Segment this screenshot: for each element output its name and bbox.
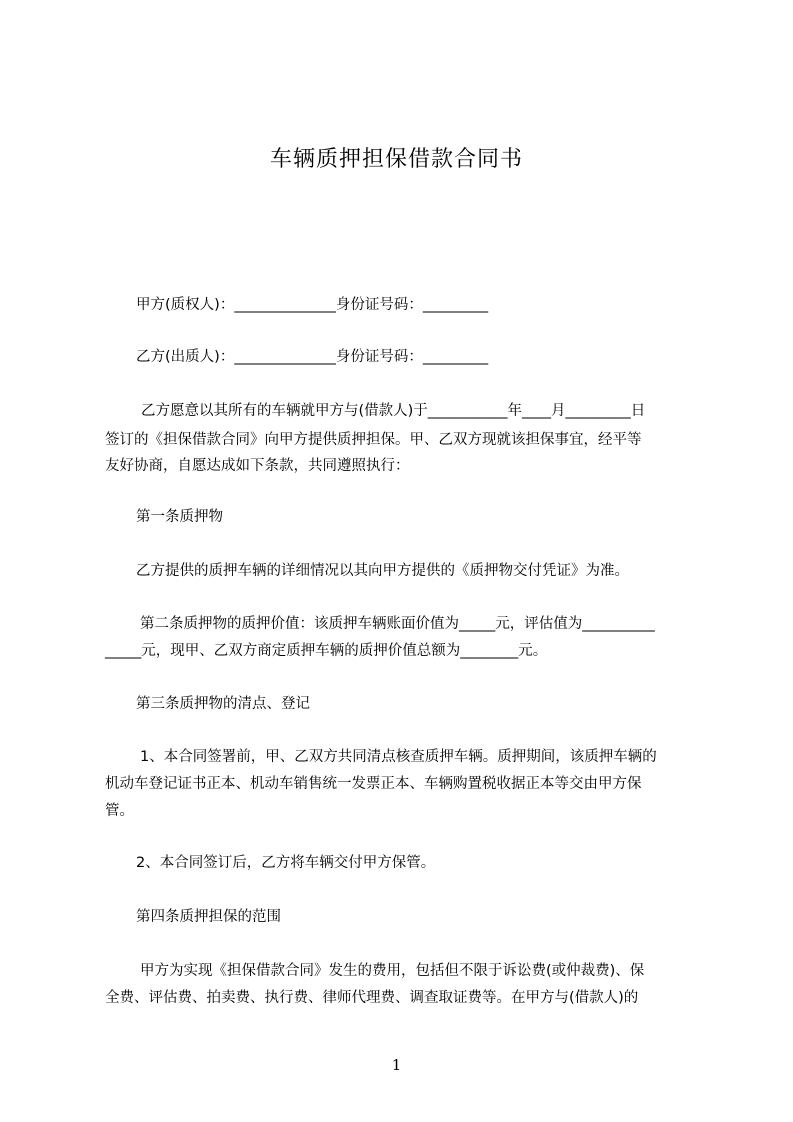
article4-line-2: 全费、评估费、拍卖费、执行费、律师代理费、调查取证费等。在甲方与(借款人)的 (105, 990, 639, 1006)
intro-line-1: 乙方愿意以其所有的车辆就甲方与(借款人)于___________年____月_________日 (141, 403, 646, 419)
article4-line-1: 甲方为实现《担保借款合同》发生的费用，包括但不限于诉讼费(或仲裁费)、保 (140, 963, 645, 979)
article3-item1-line-3: 管。 (105, 803, 134, 819)
article3-item1-line-1: 1、本合同签署前，甲、乙双方共同清点核查质押车辆。质押期间，该质押车辆的 (140, 749, 657, 765)
article2-line-1: 第二条质押物的质押价值：该质押车辆账面价值为_____元，评估值为__________ (140, 616, 655, 632)
party-b-line: 乙方(出质人)：______________身份证号码：_________ (136, 349, 489, 365)
intro-line-2: 签订的《担保借款合同》向甲方提供质押担保。甲、乙双方现就该担保事宜，经平等 (105, 432, 642, 448)
document-title: 车辆质押担保借款合同书 (269, 147, 523, 172)
page-number: 1 (391, 1056, 402, 1074)
article4-title: 第四条质押担保的范围 (136, 909, 281, 925)
article1-text: 乙方提供的质押车辆的详细情况以其向甲方提供的《质押物交付凭证》为准。 (136, 563, 629, 579)
article3-title: 第三条质押物的清点、登记 (136, 696, 310, 712)
article3-item1-line-2: 机动车登记证书正本、机动车销售统一发票正本、车辆购置税收据正本等交由甲方保 (105, 776, 642, 792)
party-a-line: 甲方(质权人)：______________身份证号码：_________ (136, 297, 489, 313)
intro-line-3: 友好协商，自愿达成如下条款，共同遵照执行： (105, 458, 410, 474)
article2-line-2: _____元，现甲、乙双方商定质押车辆的质押价值总额为________元。 (105, 643, 548, 659)
article1-title: 第一条质押物 (136, 509, 223, 525)
article3-item2: 2、本合同签订后，乙方将车辆交付甲方保管。 (136, 855, 436, 871)
